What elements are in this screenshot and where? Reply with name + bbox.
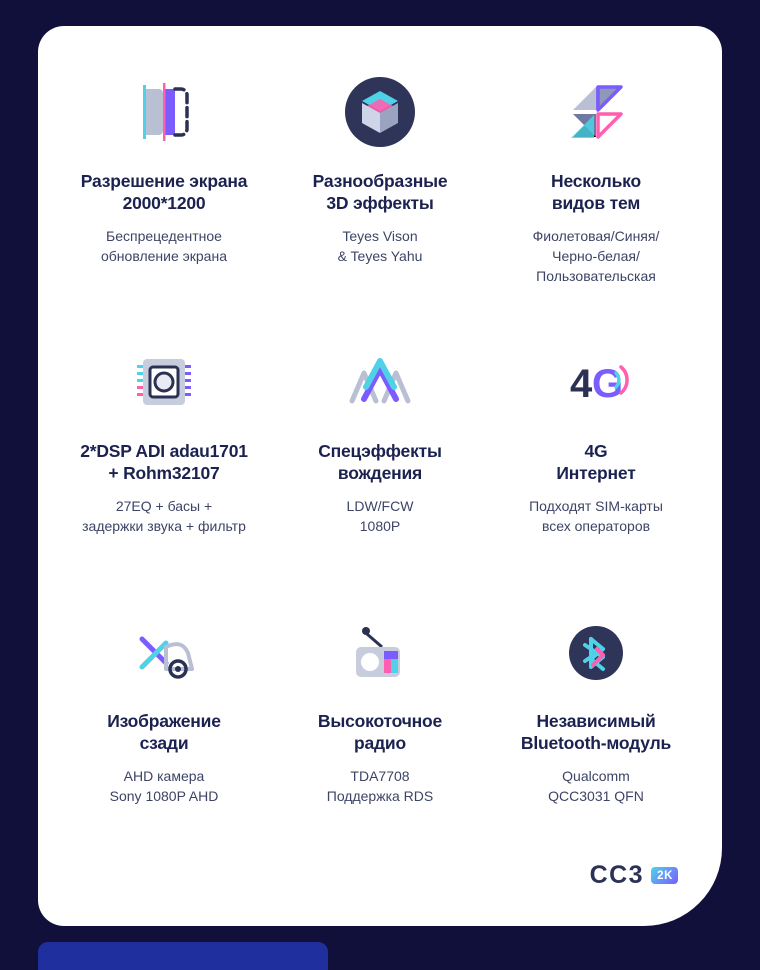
feature-subtitle: TDA7708 Поддержка RDS — [326, 767, 434, 804]
feature-item-screen-resolution — [56, 60, 272, 330]
bluetooth-icon — [551, 600, 641, 704]
feature-title: Спецэффекты вождения — [318, 441, 442, 484]
feature-item-themes — [488, 60, 704, 330]
feature-subtitle: Teyes Vison & Teyes Yahu — [337, 227, 423, 264]
feature-grid — [38, 26, 722, 886]
feature-item-bluetooth — [488, 600, 704, 870]
feature-item-dsp — [56, 330, 272, 600]
feature-title: Высокоточное радио — [317, 711, 443, 754]
feature-item-4g — [488, 330, 704, 600]
svg-text:G: G — [592, 362, 624, 406]
feature-card — [38, 26, 722, 926]
dsp-chip-icon — [121, 330, 207, 434]
brand-name: CC3 — [589, 861, 645, 889]
feature-title: Разрешение экрана 2000*1200 — [80, 171, 248, 214]
feature-subtitle: Подходят SIM-карты всех операторов — [529, 497, 663, 534]
driving-effects-icon — [330, 330, 430, 434]
feature-subtitle: AHD камера Sony 1080P AHD — [109, 767, 219, 804]
feature-item-rear-camera — [56, 600, 272, 870]
feature-title: Изображение сзади — [107, 711, 221, 754]
feature-title: 2*DSP ADI adau1701 + Rohm32107 — [80, 441, 248, 484]
screen-resolution-icon — [121, 60, 207, 164]
feature-title: Разнообразные 3D эффекты — [312, 171, 448, 214]
brand-badge-2k: 2K — [651, 867, 678, 884]
feature-title: Несколько видов тем — [551, 171, 641, 214]
bottom-strip — [38, 942, 328, 970]
feature-title: Независимый Bluetooth-модуль — [520, 711, 672, 754]
4g-internet-icon — [546, 330, 646, 434]
themes-icon — [553, 60, 639, 164]
radio-icon — [330, 600, 430, 704]
brand-logo — [590, 861, 678, 890]
feature-subtitle: LDW/FCW 1080P — [346, 497, 414, 534]
rear-camera-icon — [114, 600, 214, 704]
feature-subtitle: Qualcomm QCC3031 QFN — [548, 767, 644, 804]
svg-text:4: 4 — [570, 362, 593, 406]
cube-3d-effects-icon — [337, 60, 423, 164]
feature-item-3d-effects — [272, 60, 488, 330]
feature-title: 4G Интернет — [556, 441, 636, 484]
feature-subtitle: Беспрецедентное обновление экрана — [101, 227, 227, 264]
feature-subtitle: 27EQ + басы + задержки звука + фильтр — [82, 497, 246, 534]
feature-subtitle: Фиолетовая/Синяя/ Черно-белая/ Пользовательская — [532, 227, 660, 284]
feature-item-radio — [272, 600, 488, 870]
feature-item-driving-effects — [272, 330, 488, 600]
